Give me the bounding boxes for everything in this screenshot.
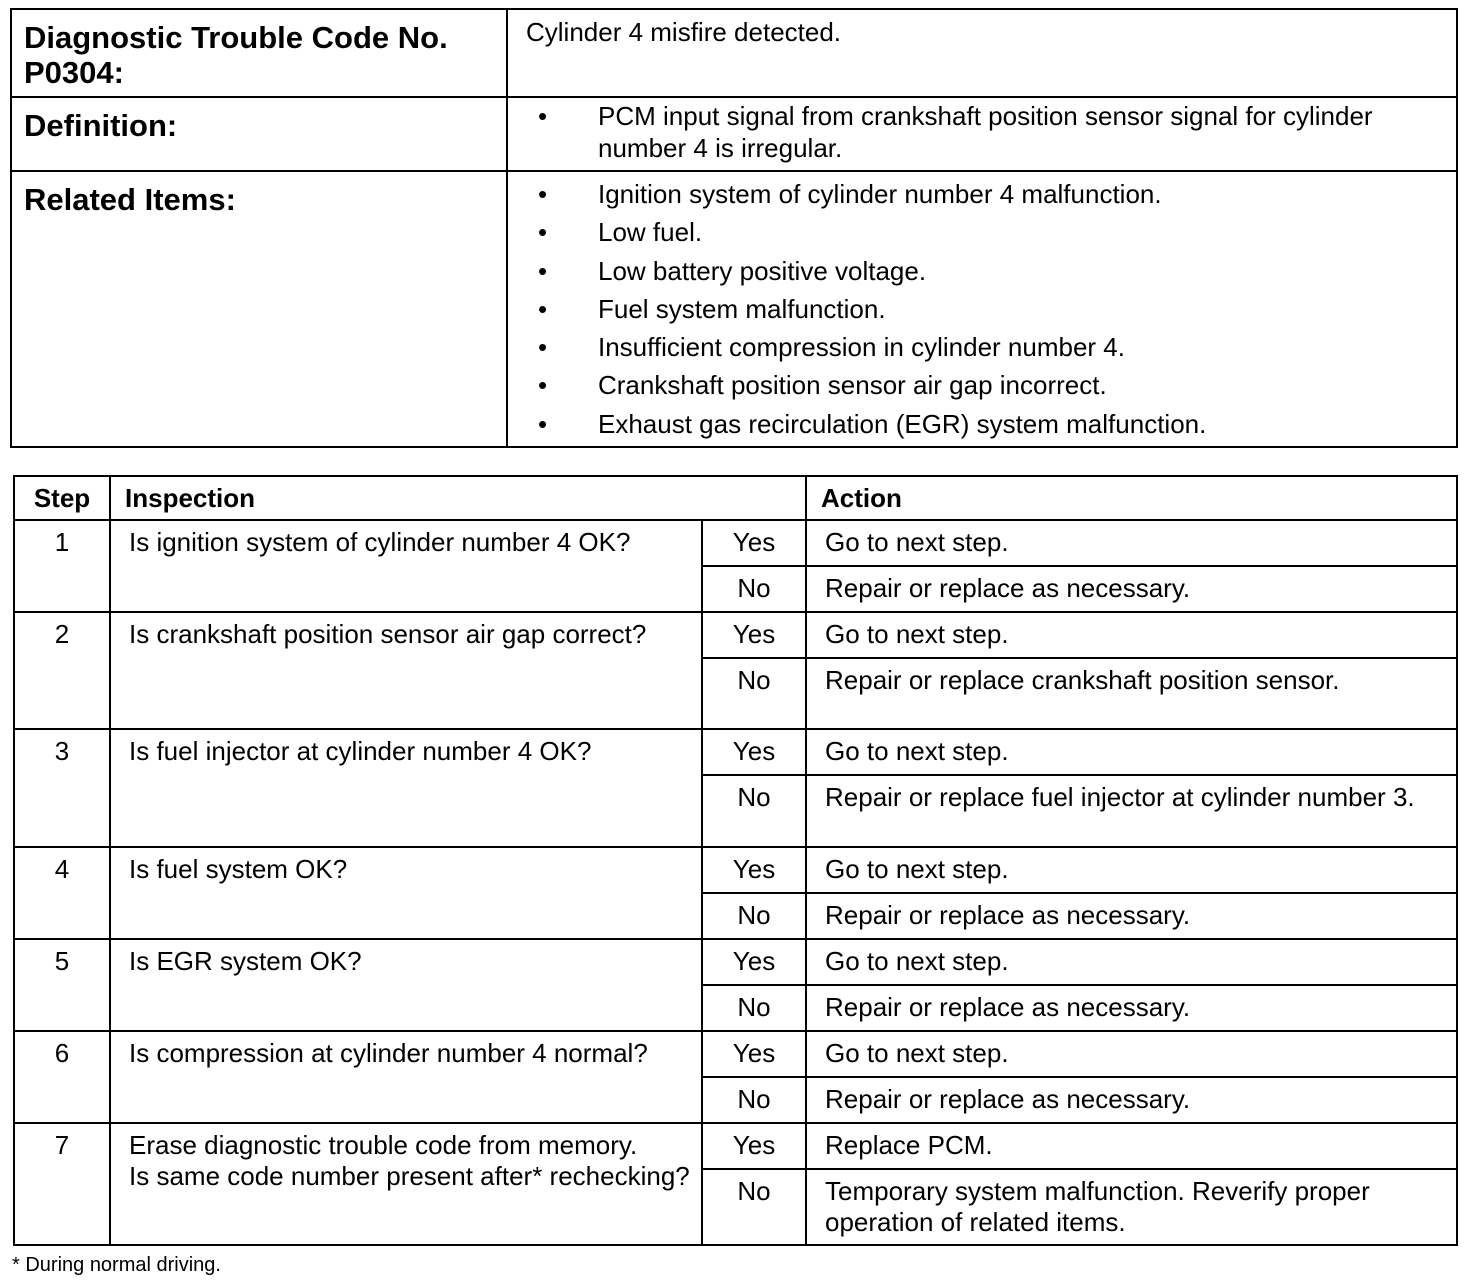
related-item: • Crankshaft position sensor air gap incorrect. bbox=[526, 366, 1446, 404]
yes-action: Go to next step. bbox=[806, 612, 1457, 658]
step-inspection: Is compression at cylinder number 4 normal? bbox=[110, 1031, 702, 1123]
no-label: No bbox=[702, 985, 806, 1031]
footnote: * During normal driving. bbox=[12, 1254, 221, 1276]
dtc-row bbox=[11, 9, 1457, 97]
yes-label: Yes bbox=[702, 1123, 806, 1169]
dtc-info-table bbox=[10, 8, 1458, 448]
related-item: • Ignition system of cylinder number 4 malfunction. bbox=[526, 175, 1446, 213]
no-label: No bbox=[702, 1077, 806, 1123]
no-action: Repair or replace as necessary. bbox=[806, 1077, 1457, 1123]
yes-action: Go to next step. bbox=[806, 847, 1457, 893]
definition-value bbox=[507, 97, 1457, 171]
yes-action: Replace PCM. bbox=[806, 1123, 1457, 1169]
step-inspection: Is crankshaft position sensor air gap correct? bbox=[110, 612, 702, 729]
yes-label: Yes bbox=[702, 612, 806, 658]
no-action: Repair or replace crankshaft position sensor. bbox=[806, 658, 1457, 729]
step-column-header: Step bbox=[14, 476, 110, 520]
step-inspection: Is EGR system OK? bbox=[110, 939, 702, 1031]
step-row-yes bbox=[14, 729, 1457, 775]
no-action: Repair or replace as necessary. bbox=[806, 893, 1457, 939]
related-list bbox=[526, 175, 1446, 443]
definition-label: Definition: bbox=[11, 97, 507, 171]
step-row-yes bbox=[14, 1031, 1457, 1077]
yes-action: Go to next step. bbox=[806, 520, 1457, 566]
related-row bbox=[11, 171, 1457, 447]
step-number: 6 bbox=[14, 1031, 110, 1123]
yes-action: Go to next step. bbox=[806, 729, 1457, 775]
definition-item: • PCM input signal from crankshaft position sensor signal for cylinder number 4 is irregular. bbox=[526, 100, 1446, 164]
step-inspection: Erase diagnostic trouble code from memory. Is same code number present after* rechecking? bbox=[110, 1123, 702, 1245]
no-action: Repair or replace fuel injector at cylinder number 3. bbox=[806, 775, 1457, 847]
related-item: • Low battery positive voltage. bbox=[526, 252, 1446, 290]
no-label: No bbox=[702, 1169, 806, 1245]
no-label: No bbox=[702, 775, 806, 847]
step-inspection: Is fuel injector at cylinder number 4 OK? bbox=[110, 729, 702, 847]
dtc-value: Cylinder 4 misfire detected. bbox=[507, 9, 1457, 97]
step-inspection: Is ignition system of cylinder number 4 OK? bbox=[110, 520, 702, 612]
step-row-yes bbox=[14, 1123, 1457, 1169]
related-item: • Fuel system malfunction. bbox=[526, 290, 1446, 328]
related-item: • Insufficient compression in cylinder number 4. bbox=[526, 328, 1446, 366]
no-action: Repair or replace as necessary. bbox=[806, 566, 1457, 612]
yes-action: Go to next step. bbox=[806, 939, 1457, 985]
inspection-steps-table bbox=[13, 475, 1458, 1246]
no-label: No bbox=[702, 893, 806, 939]
related-item: • Exhaust gas recirculation (EGR) system malfunction. bbox=[526, 405, 1446, 443]
step-inspection: Is fuel system OK? bbox=[110, 847, 702, 939]
yes-label: Yes bbox=[702, 729, 806, 775]
no-action: Repair or replace as necessary. bbox=[806, 985, 1457, 1031]
step-number: 1 bbox=[14, 520, 110, 612]
no-label: No bbox=[702, 566, 806, 612]
step-number: 5 bbox=[14, 939, 110, 1031]
dtc-label: Diagnostic Trouble Code No. P0304: bbox=[11, 9, 507, 97]
no-label: No bbox=[702, 658, 806, 729]
definition-row bbox=[11, 97, 1457, 171]
yes-action: Go to next step. bbox=[806, 1031, 1457, 1077]
definition-list bbox=[526, 100, 1446, 164]
no-action: Temporary system malfunction. Reverify proper operation of related items. bbox=[806, 1169, 1457, 1245]
step-row-yes bbox=[14, 520, 1457, 566]
step-row-yes bbox=[14, 939, 1457, 985]
related-item: • Low fuel. bbox=[526, 213, 1446, 251]
yes-label: Yes bbox=[702, 1031, 806, 1077]
step-number: 4 bbox=[14, 847, 110, 939]
yes-label: Yes bbox=[702, 520, 806, 566]
related-value bbox=[507, 171, 1457, 447]
step-row-yes bbox=[14, 847, 1457, 893]
yes-label: Yes bbox=[702, 847, 806, 893]
yes-label: Yes bbox=[702, 939, 806, 985]
step-number: 2 bbox=[14, 612, 110, 729]
related-label: Related Items: bbox=[11, 171, 507, 447]
steps-header-row bbox=[14, 476, 1457, 520]
inspection-column-header: Inspection bbox=[110, 476, 806, 520]
step-number: 3 bbox=[14, 729, 110, 847]
action-column-header: Action bbox=[806, 476, 1457, 520]
step-row-yes bbox=[14, 612, 1457, 658]
step-number: 7 bbox=[14, 1123, 110, 1245]
